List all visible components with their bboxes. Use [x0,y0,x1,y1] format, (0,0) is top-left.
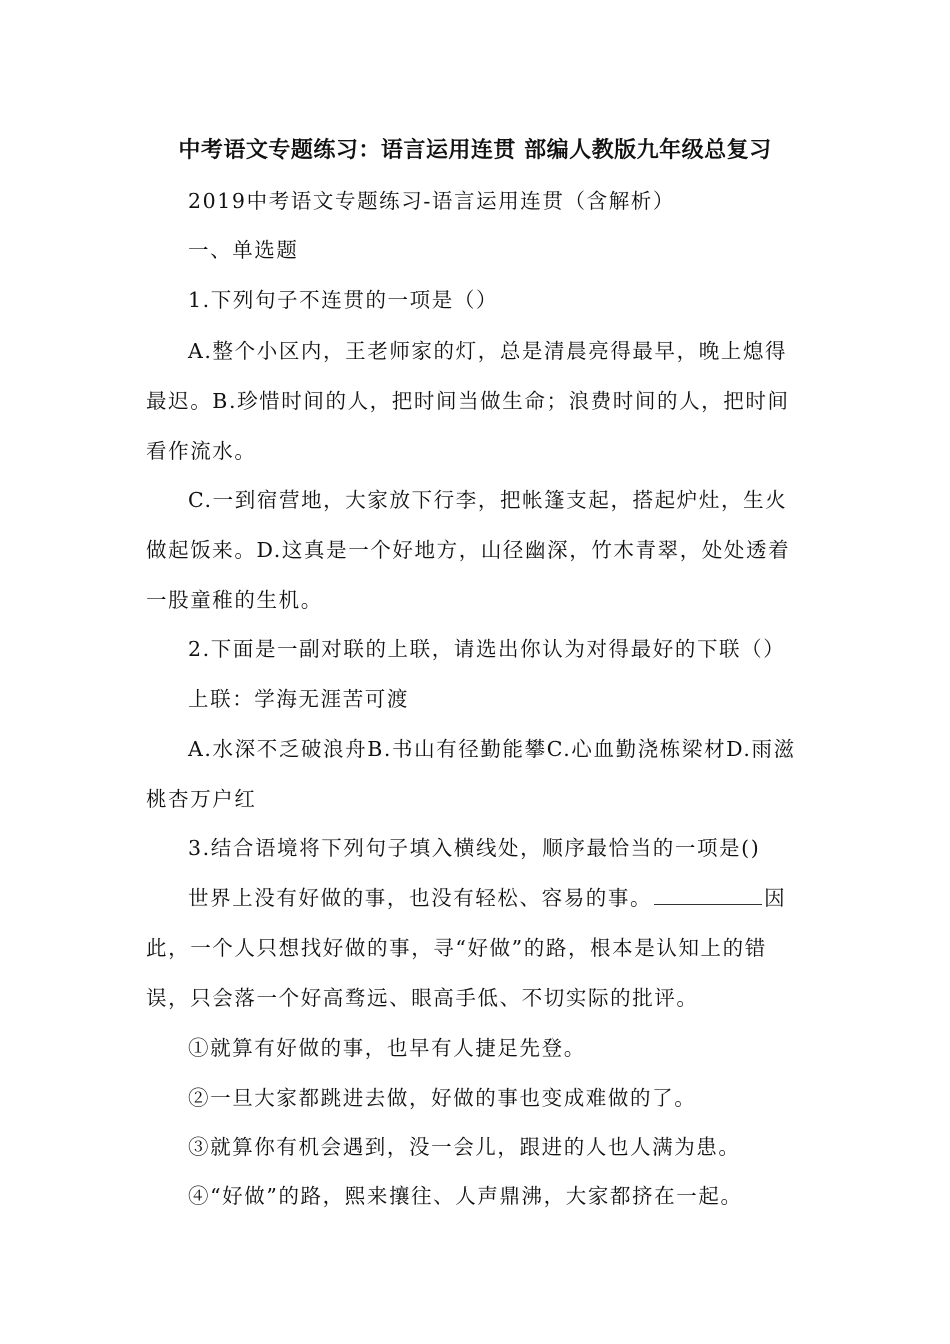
subtitle: 2019中考语文专题练习-语言运用连贯（含解析） [188,189,675,213]
question-2-options: A.水深不乏破浪舟B.书山有径勤能攀C.心血勤浇栋梁材D.雨滋 [188,737,796,761]
page-title: 中考语文专题练习：语言运用连贯 部编人教版九年级总复习 [178,138,772,163]
question-3-option: ③就算你有机会遇到，没一会儿，跟进的人也人满为患。 [188,1135,741,1159]
question-3-passage: 误，只会落一个好高骛远、眼高手低、不切实际的批评。 [146,986,699,1010]
passage-text: 因 [764,886,787,910]
question-3-stem: 3.结合语境将下列句子填入横线处，顺序最恰当的一项是() [188,836,761,860]
question-1-line: 做起饭来。D.这真是一个好地方，山径幽深，竹木青翠，处处透着 [146,538,791,562]
question-3-option: ②一旦大家都跳进去做，好做的事也变成难做的了。 [188,1086,697,1110]
passage-text: 世界上没有好做的事，也没有轻松、容易的事。 [188,886,653,910]
question-2-stem: 2.下面是一副对联的上联，请选出你认为对得最好的下联（） [188,637,786,661]
question-1-line: C.一到宿营地，大家放下行李，把帐篷支起，搭起炉灶，生火 [188,488,788,512]
question-3-passage: 此，一个人只想找好做的事，寻“好做”的路，根本是认知上的错 [146,936,767,960]
section-heading: 一、单选题 [188,238,299,262]
question-1-stem: 1.下列句子不连贯的一项是（） [188,288,499,312]
question-3-option: ④“好做”的路，熙来攘往、人声鼎沸，大家都挤在一起。 [188,1184,743,1208]
question-1-line: 看作流水。 [146,439,257,463]
question-1-line: A.整个小区内，王老师家的灯，总是清晨亮得最早，晚上熄得 [188,339,788,363]
question-1-line: 最迟。B.珍惜时间的人，把时间当做生命；浪费时间的人，把时间 [146,389,790,413]
question-2-options: 桃杏万户红 [146,787,257,811]
fill-blank [654,886,762,905]
question-1-line: 一股童稚的生机。 [146,588,323,612]
question-3-passage [188,883,848,913]
couplet-upper: 上联：学海无涯苦可渡 [188,687,409,711]
question-3-option: ①就算有好做的事，也早有人捷足先登。 [188,1036,586,1060]
